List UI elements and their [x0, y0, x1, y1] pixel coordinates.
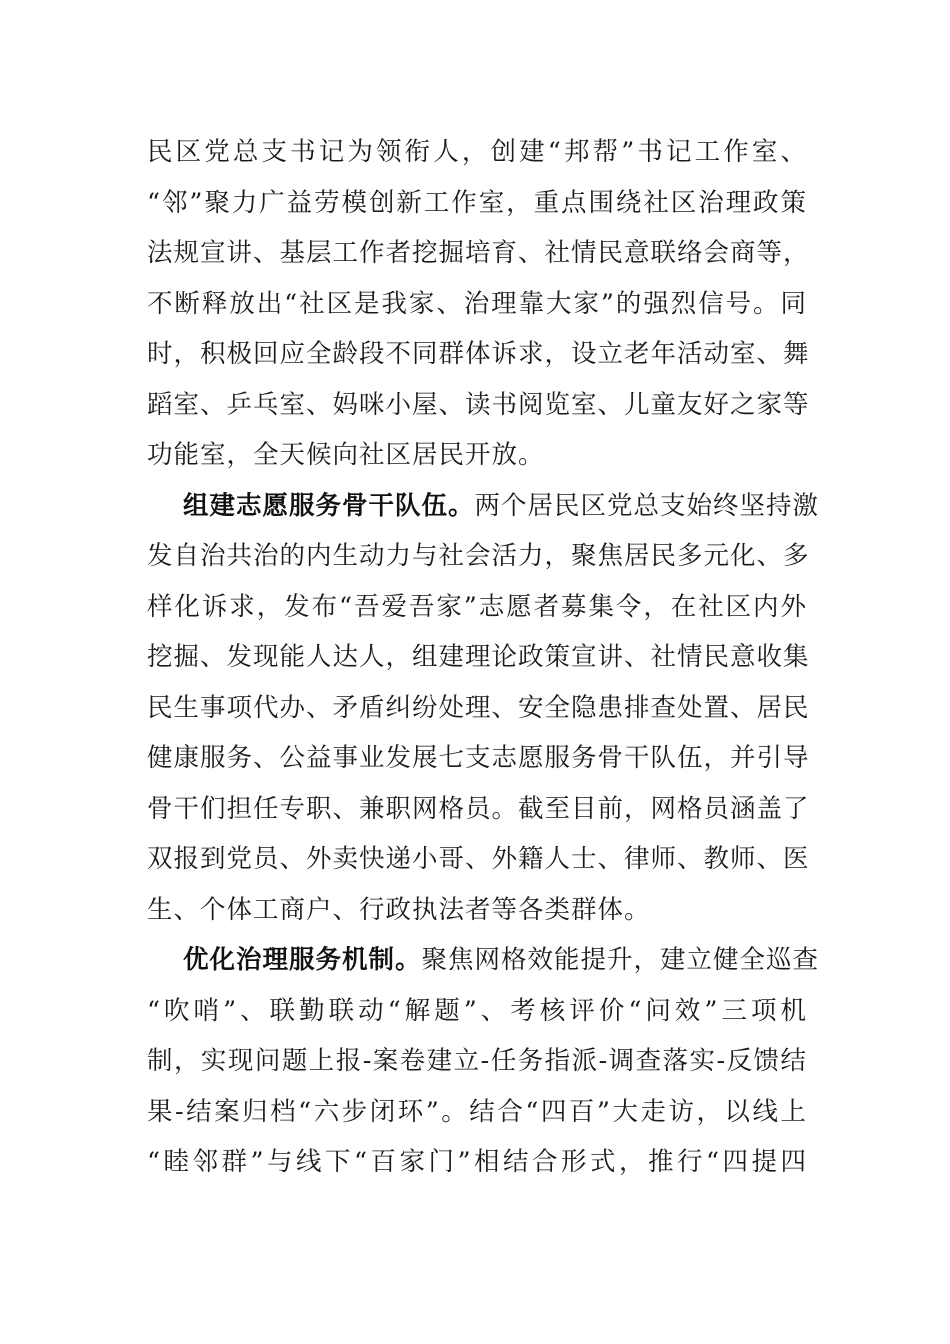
text-line: 功能室，全天候向社区居民开放。	[147, 440, 545, 470]
text-line: “吹哨”、联勤联动“解题”、考核评价“问效”三项机	[147, 995, 807, 1026]
text-line: 生、个体工商户、行政执法者等各类群体。	[147, 894, 651, 925]
paragraph-3	[147, 935, 820, 1188]
text-line: 样化诉求，发布“吾爱吾家”志愿者募集令，在社区内外	[147, 591, 807, 622]
text-line: 健康服务、公益事业发展七支志愿服务骨干队伍，并引导	[147, 743, 810, 773]
text-line: “邻”聚力广益劳模创新工作室，重点围绕社区治理政策	[147, 187, 807, 218]
text-line: 骨干们担任专职、兼职网格员。截至目前，网格员涵盖了	[147, 793, 810, 824]
text-run: 两个居民区党总支始终坚持激	[474, 490, 820, 521]
text-line: 挖掘、发现能人达人，组建理论政策宣讲、社情民意收集	[147, 642, 810, 672]
paragraph-heading: 优化治理服务机制。	[183, 945, 422, 975]
paragraph-first-line	[147, 935, 820, 986]
paragraph-heading: 组建志愿服务骨干队伍。	[183, 490, 475, 521]
text-line: 法规宣讲、基层工作者挖掘培育、社情民意联络会商等，	[147, 238, 810, 268]
paragraph-2	[147, 481, 820, 936]
text-line: “睦邻群”与线下“百家门”相结合形式，推行“四提四	[147, 1147, 807, 1177]
text-line: 时，积极回应全龄段不同群体诉求，设立老年活动室、舞	[147, 339, 810, 369]
text-line: 不断释放出“社区是我家、治理靠大家”的强烈信号。同	[147, 288, 807, 319]
paragraph-first-line	[147, 481, 820, 532]
body-text	[147, 127, 820, 1188]
text-line: 民区党总支书记为领衔人，创建“邦帮”书记工作室、	[147, 137, 807, 167]
text-line: 双报到党员、外卖快递小哥、外籍人士、律师、教师、医	[147, 844, 810, 874]
text-line: 发自治共治的内生动力与社会活力，聚焦居民多元化、多	[147, 541, 810, 571]
text-line: 制，实现问题上报-案卷建立-任务指派-调查落实-反馈结	[147, 1046, 807, 1076]
text-line: 果-结案归档“六步闭环”。结合“四百”大走访，以线上	[147, 1096, 807, 1127]
paragraph-1	[147, 127, 810, 481]
text-line: 蹈室、乒乓室、妈咪小屋、读书阅览室、儿童友好之家等	[147, 389, 810, 420]
text-line: 民生事项代办、矛盾纠纷处理、安全隐患排查处置、居民	[147, 692, 810, 723]
text-run: 聚焦网格效能提升，建立健全巡查	[421, 945, 820, 975]
